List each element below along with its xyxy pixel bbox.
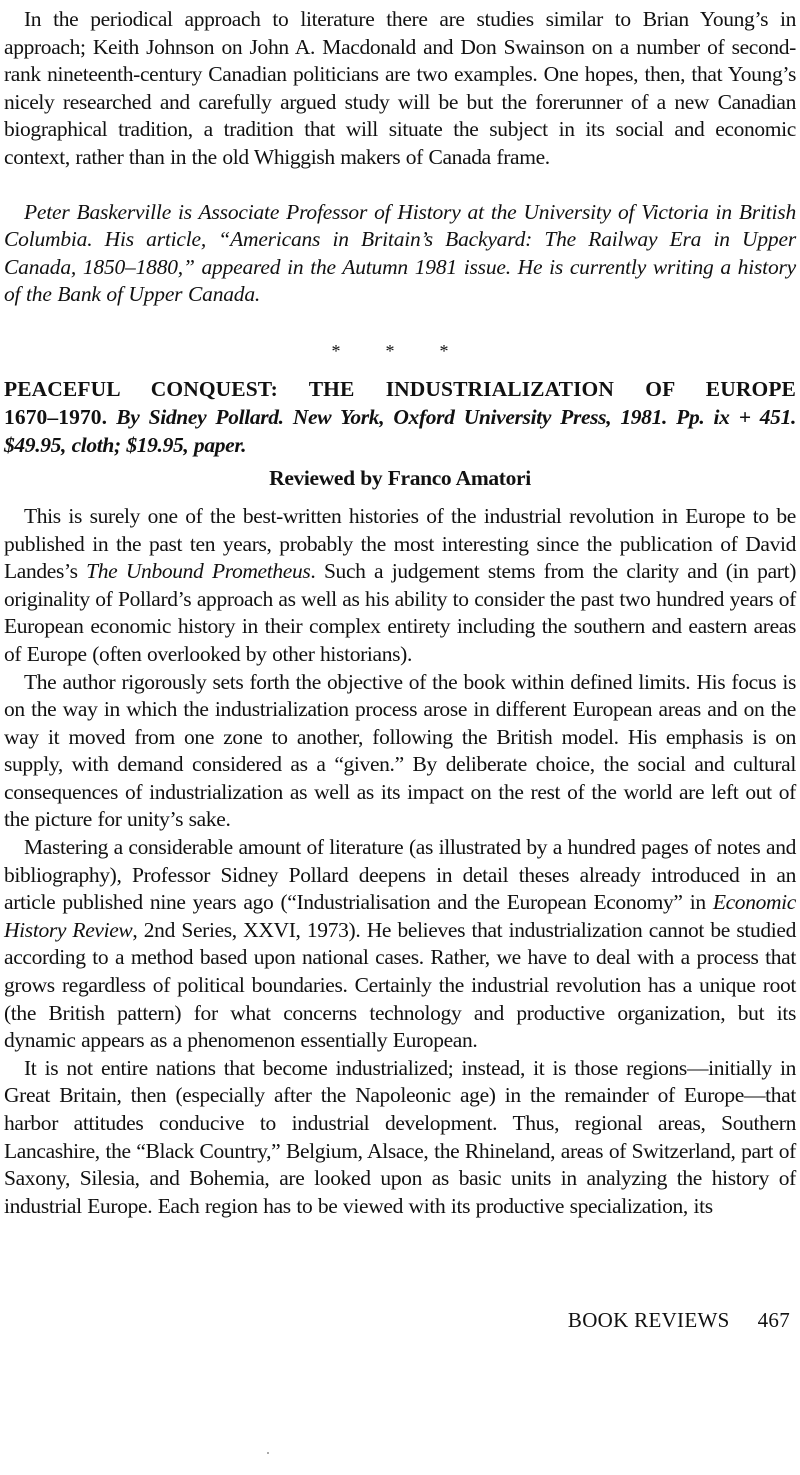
previous-review-closing-paragraph: In the periodical approach to literature there are studies similar to Brian Young’s in approach; Keith Johnson on John A. Macdonald and Don Swainson on a number of second-rank nineteenth-century Canadian politicians are two examples. One hopes, then, that Young’s nicely researched and carefully argued study will be but the forerunner of a new Canadian biographical tradition, a tradition that will situate the subject in its social and economic context, rather than in the old Whiggish makers of Canada frame. [4, 7, 796, 169]
review-paragraph-2: The author rigorously sets forth the objective of the book within defined limits. His focus is on the way in which the industrialization process arose in different European areas and on the way it moved from one zone to another, following the British model. His emphasis is on supply, with demand considered as a “given.” By deliberate choice, the social and cultural consequences of industrialization as well as its impact on the rest of the world are left out of the picture for unity’s sake. [4, 669, 796, 832]
running-head: BOOK REVIEWS [567, 1308, 730, 1332]
section-separator: * * * [331, 340, 469, 361]
cited-journal-title: Economic History Review [4, 890, 796, 942]
publication-info: By Sidney Pollard. New York, Oxford University Press, 1981. Pp. ix + 451. $49.95, cloth; $19.95, paper. [4, 404, 796, 457]
review-heading [4, 375, 796, 459]
reviewer-bio: Peter Baskerville is Associate Professor of History at the University of Victoria in British Columbia. His article, “Americans in Britain’s Backyard: The Railway Era in Upper Canada, 1850–1880,” appeared in the Autumn 1981 issue. He is currently writing a history of the Bank of Upper Canada. [4, 199, 796, 307]
reviewer-byline: Reviewed by Franco Amatori [269, 465, 531, 490]
review-paragraph-4: It is not entire nations that become industrialized; instead, it is those regions—initially in Great Britain, then (especially after the Napoleonic age) in the remainder of Europe—that harbor attitudes conducive to industrial development. Thus, regional areas, Southern Lancashire, the “Black Country,” Belgium, Alsace, the Rhineland, areas of Switzerland, part of Saxony, Silesia, and Bohemia, are looked upon as basic units in analyzing the history of industrial Europe. Each region has to be viewed with its productive specialization, its [4, 1055, 796, 1218]
review-paragraph-1 [4, 503, 796, 669]
journal-page [4, 6, 796, 1220]
page-footer [568, 1308, 790, 1333]
text-run: This is surely one of the best-written histories of the industrial revolution in Europe to be published in the past ten years, probably the most interesting since the publication of David Landes’s [4, 503, 796, 584]
text-run: Mastering a considerable amount of literature (as illustrated by a hundred pages of notes and bibliography), Professor Sidney Pollard deepens in detail theses already introduced in an article published nine years ago (“Industrialisation and the European Economy” in [4, 835, 796, 915]
review-paragraph-3 [4, 834, 796, 1055]
page-number: 467 [757, 1308, 790, 1332]
cited-book-title: The Unbound Prometheus [86, 559, 311, 584]
book-title: PEACEFUL CONQUEST: THE INDUSTRIALIZATION OF EUROPE 1670–1970. [4, 376, 796, 429]
text-run: , 2nd Series, XXVI, 1973). He believes that industrialization cannot be studied according to a method based upon national cases. Rather, we have to deal with a process that grows regardless of political boundaries. Certainly the industrial revolution has a unique root (the British pattern) for what concerns technology and productive organization, but its dynamic appears as a phenomenon essentially European. [4, 917, 796, 1053]
scan-speck [267, 1452, 269, 1454]
text-run: . Such a judgement stems from the clarity and (in part) originality of Pollard’s approach as well as his ability to consider the past two hundred years of European economic history in their complex entirety including the southern and eastern areas of Europe (often overlooked by other historians). [4, 559, 796, 666]
